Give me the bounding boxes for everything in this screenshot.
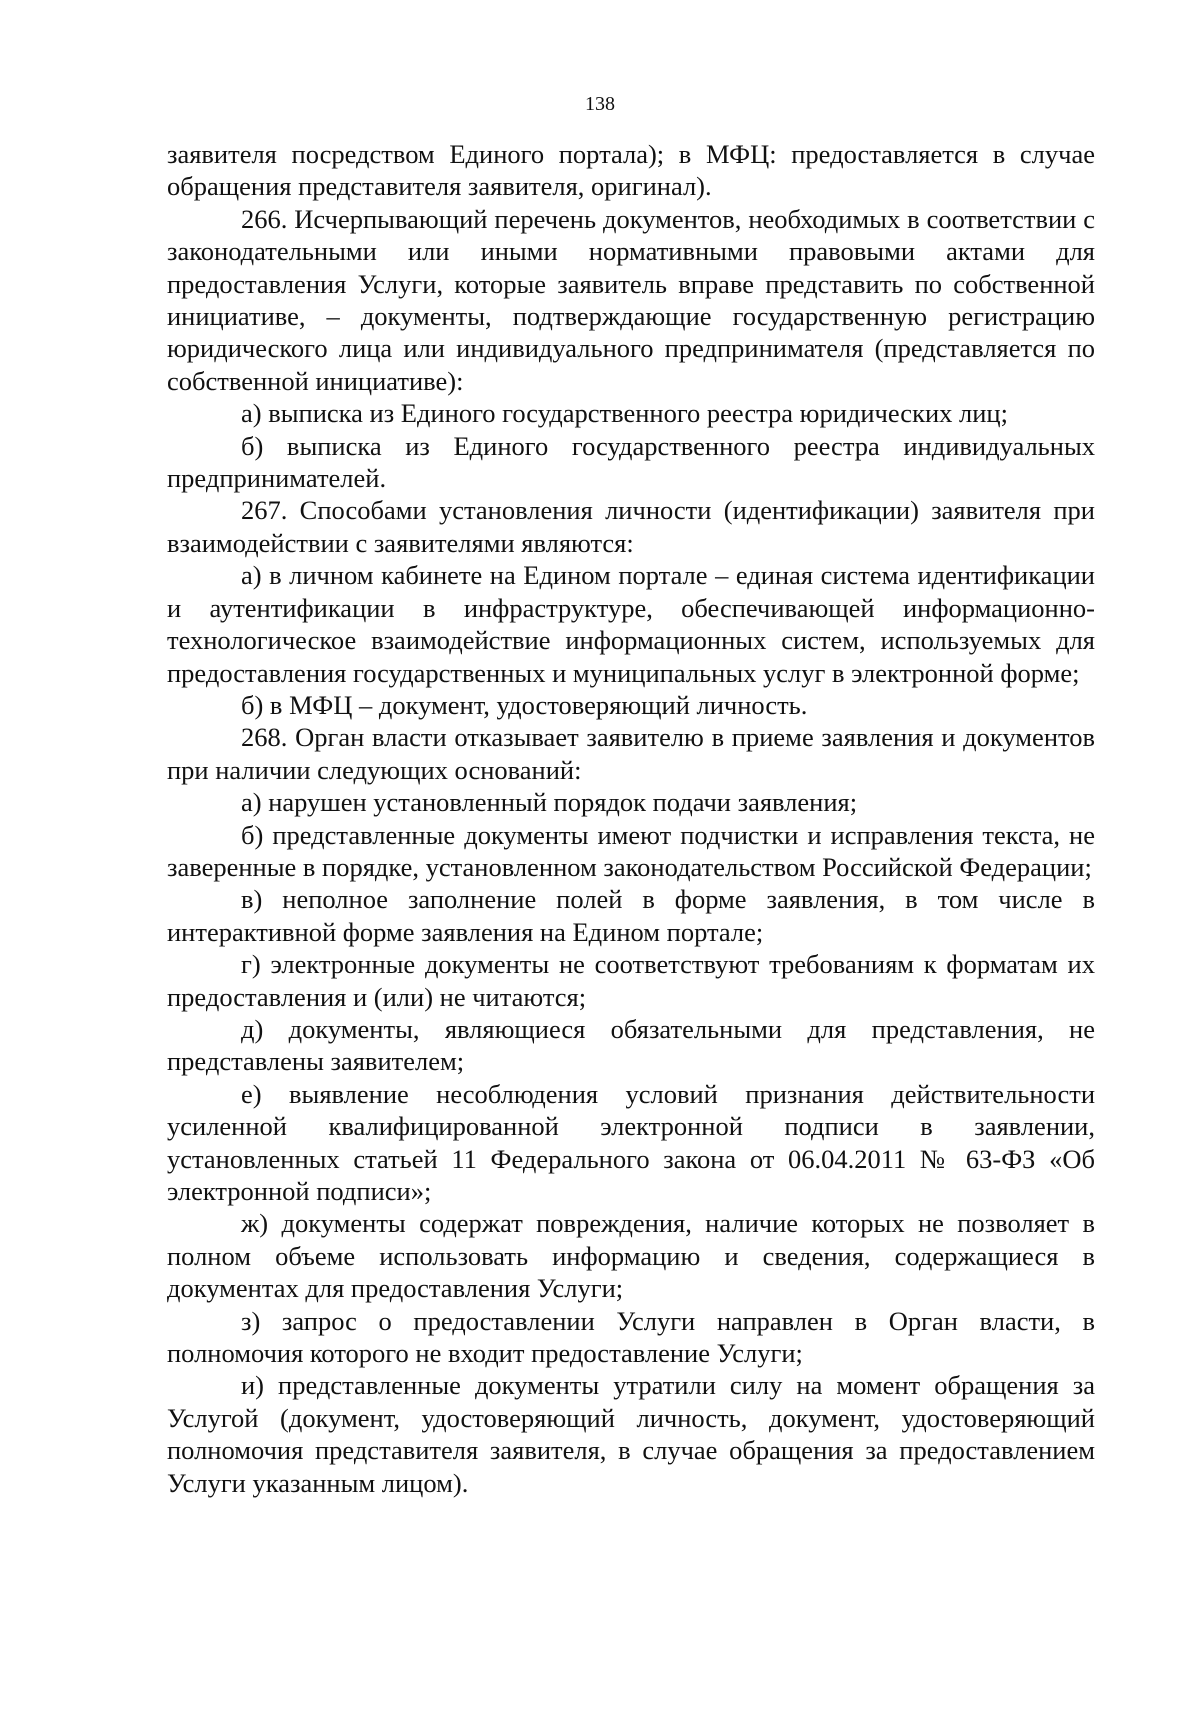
page-number: 138: [585, 93, 615, 115]
paragraph-268-g: г) электронные документы не соответствуют требованиям к форматам их предоставления и (или) не читаются;: [167, 949, 1095, 1012]
paragraph-267-a: а) в личном кабинете на Едином портале – единая система идентификации и аутентификации в инфраструктуре, обеспечивающей информационно-технологическое взаимодействие информационных систем, используемых для предоставления государственных и муниципальных услуг в электронной форме;: [167, 560, 1095, 688]
paragraph-266: 266. Исчерпывающий перечень документов, необходимых в соответствии с законодательными или иными нормативными правовыми актами для предоставления Услуги, которые заявитель вправе представить по собственной инициативе, – документы, подтверждающие государственную регистрацию юридического лица или индивидуального предпринимателя (представляется по собственной инициативе):: [167, 203, 1095, 396]
paragraph-268-v: в) неполное заполнение полей в форме заявления, в том числе в интерактивной форме заявления на Едином портале;: [167, 884, 1095, 947]
paragraph-268-b: б) представленные документы имеют подчистки и исправления текста, не заверенные в порядке, установленном законодательством Российской Федерации;: [167, 819, 1095, 882]
paragraph-268-zh: ж) документы содержат повреждения, наличие которых не позволяет в полном объеме использовать информацию и сведения, содержащиеся в документах для предоставления Услуги;: [167, 1208, 1095, 1304]
document-body: [167, 138, 1095, 1499]
paragraph-266-b: б) выписка из Единого государственного реестра индивидуальных предпринимателей.: [167, 430, 1095, 494]
paragraph-268-i: и) представленные документы утратили силу на момент обращения за Услугой (документ, удостоверяющий личность, документ, удостоверяющий полномочия представителя заявителя, в случае обращения за предоставлением Услуги указанным лицом).: [167, 1370, 1095, 1498]
paragraph-268-a: а) нарушен установленный порядок подачи заявления;: [241, 787, 858, 818]
paragraph-268-z: з) запрос о предоставлении Услуги направлен в Орган власти, в полномочия которого не входит предоставление Услуги;: [167, 1305, 1095, 1369]
paragraph-268-d: д) документы, являющиеся обязательными для представления, не представлены заявителем;: [167, 1013, 1095, 1077]
paragraph-268: 268. Орган власти отказывает заявителю в приеме заявления и документов при наличии следующих оснований:: [167, 722, 1095, 785]
paragraph-267: 267. Способами установления личности (идентификации) заявителя при взаимодействии с заявителями являются:: [167, 495, 1095, 558]
paragraph-266-a: а) выписка из Единого государственного реестра юридических лиц;: [241, 398, 1008, 429]
paragraph-267-b: б) в МФЦ – документ, удостоверяющий личность.: [241, 689, 808, 720]
paragraph-268-e: е) выявление несоблюдения условий признания действительности усиленной квалифицированной электронной подписи в заявлении, установленных статьей 11 Федерального закона от 06.04.2011 № 63-ФЗ «Об электронной подписи»;: [167, 1078, 1095, 1206]
paragraph-continuation: заявителя посредством Единого портала); в МФЦ: предоставляется в случае обращения представителя заявителя, оригинал).: [167, 139, 1095, 202]
